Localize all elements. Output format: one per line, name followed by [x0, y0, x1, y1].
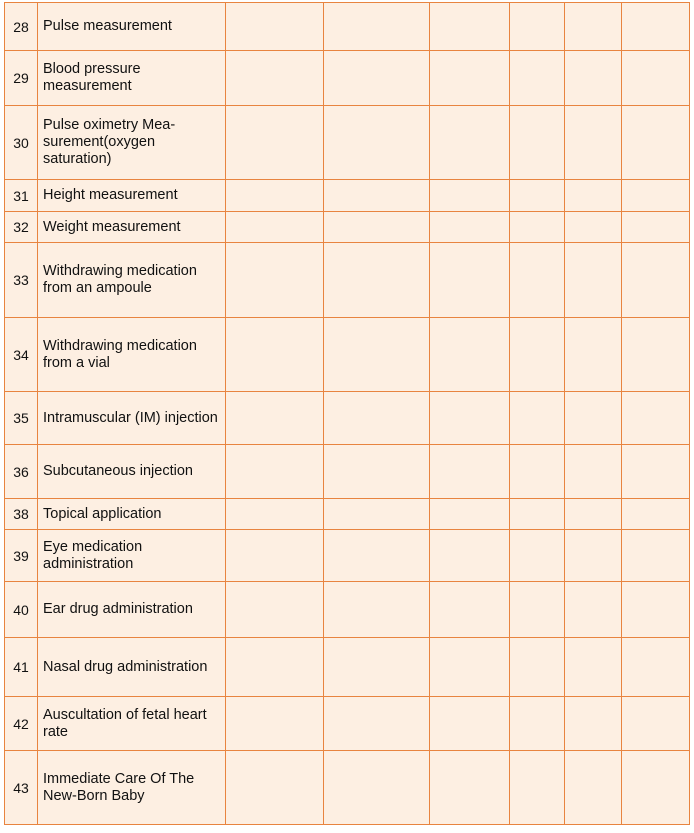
table-row: [5, 243, 690, 318]
skills-checklist-sheet: [4, 2, 689, 825]
rating-cell[interactable]: [226, 697, 324, 751]
skill-name: Weight measurement: [38, 212, 226, 243]
rating-cell[interactable]: [622, 3, 690, 51]
rating-cell[interactable]: [510, 51, 565, 106]
rating-cell[interactable]: [622, 106, 690, 180]
rating-cell[interactable]: [226, 638, 324, 697]
table-row: [5, 582, 690, 638]
rating-cell[interactable]: [510, 106, 565, 180]
rating-cell[interactable]: [565, 638, 622, 697]
rating-cell[interactable]: [622, 638, 690, 697]
rating-cell[interactable]: [565, 751, 622, 825]
rating-cell[interactable]: [430, 243, 510, 318]
table-row: [5, 530, 690, 582]
rating-cell[interactable]: [226, 445, 324, 499]
table-row: [5, 392, 690, 445]
rating-cell[interactable]: [565, 499, 622, 530]
row-number: 40: [5, 582, 38, 638]
rating-cell[interactable]: [324, 638, 430, 697]
row-number: 33: [5, 243, 38, 318]
rating-cell[interactable]: [226, 499, 324, 530]
rating-cell[interactable]: [622, 582, 690, 638]
rating-cell[interactable]: [430, 212, 510, 243]
skill-name: Subcutaneous injection: [38, 445, 226, 499]
rating-cell[interactable]: [622, 318, 690, 392]
skill-name: Auscultation of fetal heart rate: [38, 697, 226, 751]
rating-cell[interactable]: [226, 751, 324, 825]
rating-cell[interactable]: [565, 106, 622, 180]
rating-cell[interactable]: [430, 445, 510, 499]
row-number: 39: [5, 530, 38, 582]
table-row: [5, 180, 690, 212]
row-number: 30: [5, 106, 38, 180]
skill-name: Blood pressure measurement: [38, 51, 226, 106]
skills-checklist-table: [4, 2, 690, 825]
table-row: [5, 751, 690, 825]
skill-name: Ear drug administration: [38, 582, 226, 638]
skill-name: Height measurement: [38, 180, 226, 212]
rating-cell[interactable]: [430, 3, 510, 51]
skill-name: Withdrawing medication from an ampoule: [38, 243, 226, 318]
rating-cell[interactable]: [510, 445, 565, 499]
row-number: 35: [5, 392, 38, 445]
row-number: 38: [5, 499, 38, 530]
rating-cell[interactable]: [226, 243, 324, 318]
table-row: [5, 106, 690, 180]
rating-cell[interactable]: [430, 499, 510, 530]
skill-name: Pulse oximetry Mea-surement(oxygen saturation): [38, 106, 226, 180]
rating-cell[interactable]: [565, 3, 622, 51]
skill-name: Eye medication administration: [38, 530, 226, 582]
rating-cell[interactable]: [510, 3, 565, 51]
skill-name: Pulse measurement: [38, 3, 226, 51]
rating-cell[interactable]: [226, 51, 324, 106]
row-number: 43: [5, 751, 38, 825]
rating-cell[interactable]: [324, 392, 430, 445]
rating-cell[interactable]: [510, 180, 565, 212]
rating-cell[interactable]: [565, 243, 622, 318]
rating-cell[interactable]: [226, 392, 324, 445]
rating-cell[interactable]: [430, 51, 510, 106]
rating-cell[interactable]: [510, 318, 565, 392]
table-row: [5, 212, 690, 243]
skill-name: Topical application: [38, 499, 226, 530]
rating-cell[interactable]: [565, 51, 622, 106]
skill-name: Intramuscular (IM) injection: [38, 392, 226, 445]
rating-cell[interactable]: [324, 530, 430, 582]
rating-cell[interactable]: [430, 106, 510, 180]
rating-cell[interactable]: [430, 530, 510, 582]
rating-cell[interactable]: [324, 582, 430, 638]
row-number: 34: [5, 318, 38, 392]
rating-cell[interactable]: [622, 212, 690, 243]
rating-cell[interactable]: [324, 180, 430, 212]
rating-cell[interactable]: [430, 638, 510, 697]
rating-cell[interactable]: [622, 751, 690, 825]
rating-cell[interactable]: [622, 697, 690, 751]
rating-cell[interactable]: [324, 3, 430, 51]
skill-name: Withdrawing medication from a vial: [38, 318, 226, 392]
rating-cell[interactable]: [622, 51, 690, 106]
rating-cell[interactable]: [565, 392, 622, 445]
row-number: 28: [5, 3, 38, 51]
rating-cell[interactable]: [510, 243, 565, 318]
row-number: 31: [5, 180, 38, 212]
skill-name: Immediate Care Of The New-Born Baby: [38, 751, 226, 825]
rating-cell[interactable]: [430, 392, 510, 445]
table-row: [5, 499, 690, 530]
rating-cell[interactable]: [510, 392, 565, 445]
table-row: [5, 51, 690, 106]
rating-cell[interactable]: [622, 445, 690, 499]
rating-cell[interactable]: [565, 318, 622, 392]
rating-cell[interactable]: [226, 212, 324, 243]
rating-cell[interactable]: [510, 638, 565, 697]
table-row: [5, 697, 690, 751]
rating-cell[interactable]: [510, 751, 565, 825]
rating-cell[interactable]: [226, 582, 324, 638]
rating-cell[interactable]: [324, 445, 430, 499]
rating-cell[interactable]: [324, 751, 430, 825]
rating-cell[interactable]: [565, 582, 622, 638]
rating-cell[interactable]: [622, 180, 690, 212]
rating-cell[interactable]: [226, 318, 324, 392]
rating-cell[interactable]: [324, 243, 430, 318]
row-number: 41: [5, 638, 38, 697]
rating-cell[interactable]: [510, 530, 565, 582]
rating-cell[interactable]: [226, 530, 324, 582]
rating-cell[interactable]: [430, 582, 510, 638]
rating-cell[interactable]: [324, 106, 430, 180]
rating-cell[interactable]: [510, 697, 565, 751]
table-row: [5, 638, 690, 697]
rating-cell[interactable]: [565, 212, 622, 243]
skill-name: Nasal drug administration: [38, 638, 226, 697]
rating-cell[interactable]: [510, 582, 565, 638]
rating-cell[interactable]: [324, 318, 430, 392]
rating-cell[interactable]: [622, 499, 690, 530]
rating-cell[interactable]: [565, 530, 622, 582]
rating-cell[interactable]: [430, 180, 510, 212]
table-row: [5, 318, 690, 392]
row-number: 29: [5, 51, 38, 106]
rating-cell[interactable]: [324, 212, 430, 243]
row-number: 42: [5, 697, 38, 751]
table-row: [5, 445, 690, 499]
rating-cell[interactable]: [226, 106, 324, 180]
rating-cell[interactable]: [324, 697, 430, 751]
rating-cell[interactable]: [430, 751, 510, 825]
row-number: 32: [5, 212, 38, 243]
rating-cell[interactable]: [622, 243, 690, 318]
rating-cell[interactable]: [324, 51, 430, 106]
rating-cell[interactable]: [510, 212, 565, 243]
rating-cell[interactable]: [226, 180, 324, 212]
rating-cell[interactable]: [565, 697, 622, 751]
rating-cell[interactable]: [430, 697, 510, 751]
rating-cell[interactable]: [226, 3, 324, 51]
row-number: 36: [5, 445, 38, 499]
rating-cell[interactable]: [565, 445, 622, 499]
rating-cell[interactable]: [324, 499, 430, 530]
rating-cell[interactable]: [430, 318, 510, 392]
rating-cell[interactable]: [510, 499, 565, 530]
rating-cell[interactable]: [565, 180, 622, 212]
table-row: [5, 3, 690, 51]
rating-cell[interactable]: [622, 530, 690, 582]
rating-cell[interactable]: [622, 392, 690, 445]
